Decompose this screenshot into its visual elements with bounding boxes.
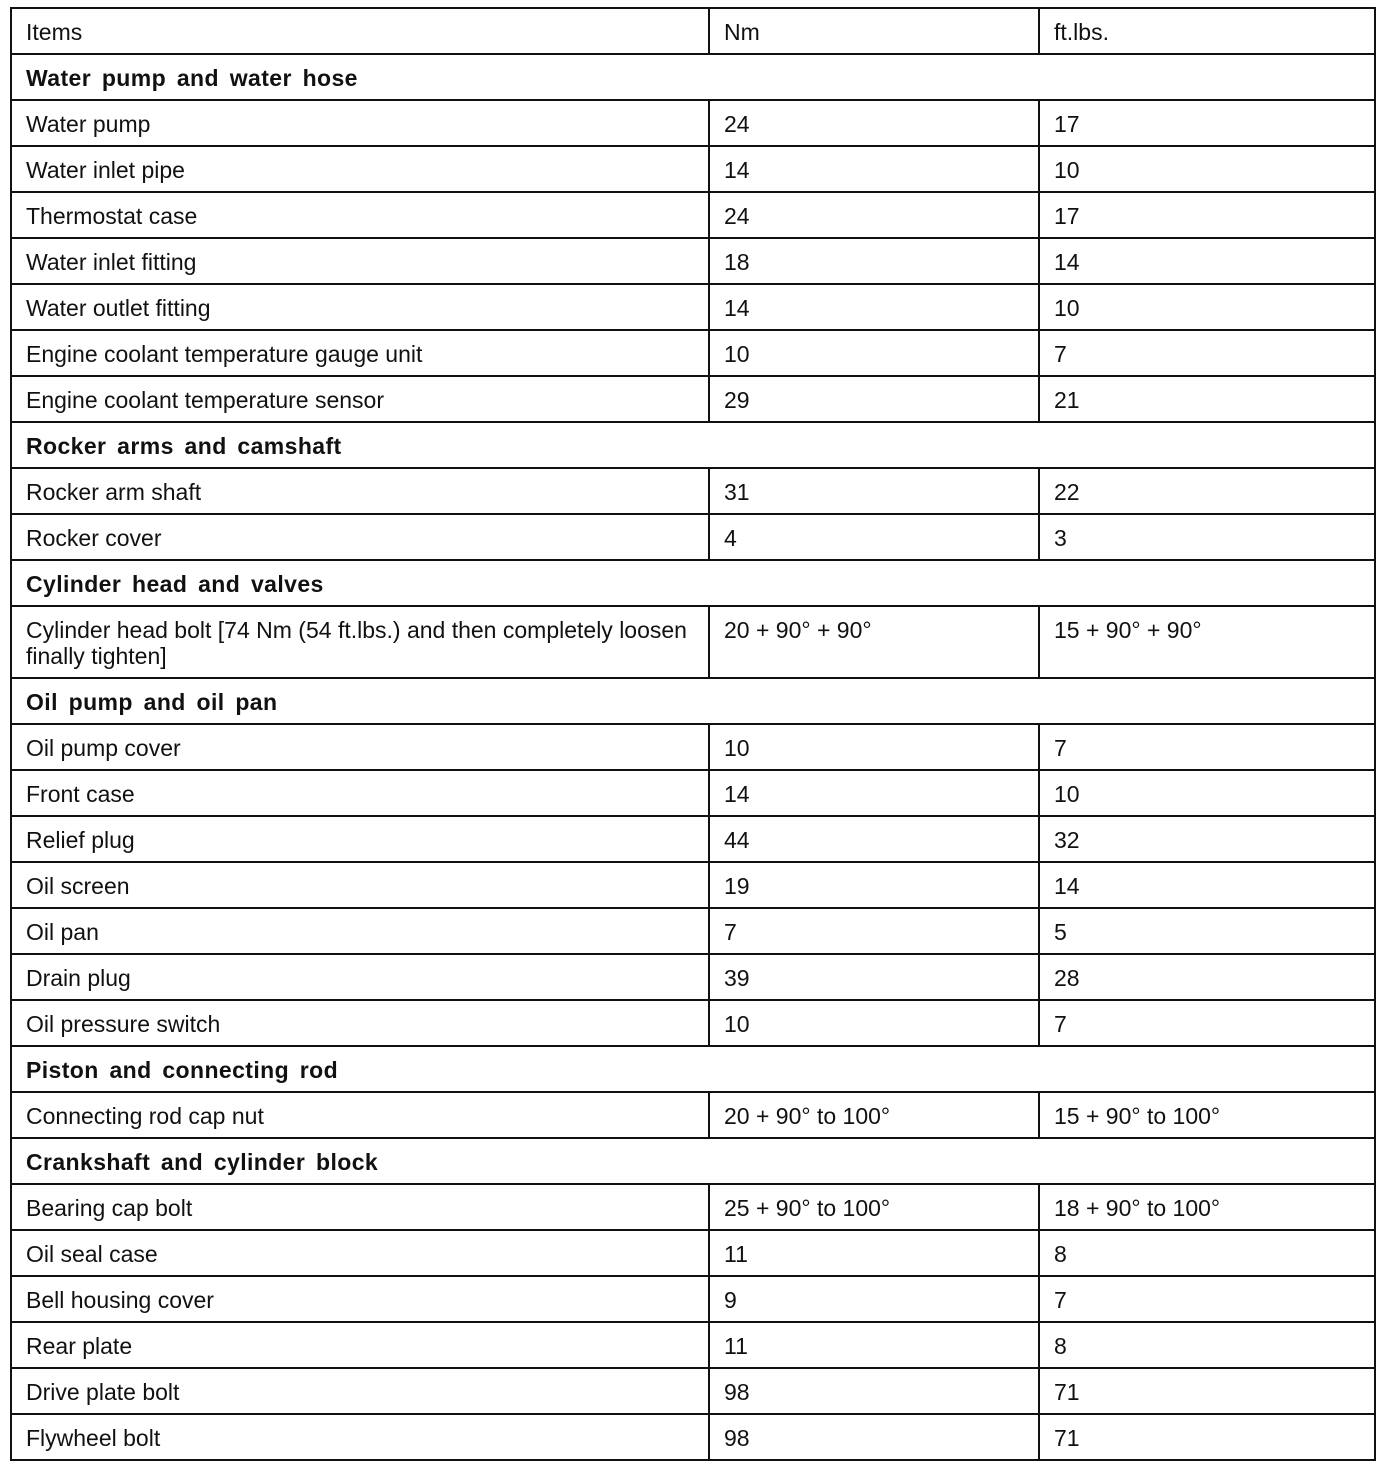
table-row <box>11 606 1375 678</box>
table-row <box>11 1322 1375 1368</box>
nm-cell: 39 <box>709 954 1039 1000</box>
item-cell: Water outlet fitting <box>11 284 709 330</box>
nm-cell: 10 <box>709 1000 1039 1046</box>
table-row <box>11 284 1375 330</box>
item-cell: Rear plate <box>11 1322 709 1368</box>
ftlbs-cell: 15 + 90° + 90° <box>1039 606 1375 678</box>
section-header-row <box>11 678 1375 724</box>
table-row <box>11 954 1375 1000</box>
ftlbs-cell: 10 <box>1039 146 1375 192</box>
nm-cell: 98 <box>709 1414 1039 1460</box>
section-header-row <box>11 1046 1375 1092</box>
table-row <box>11 862 1375 908</box>
nm-cell: 10 <box>709 330 1039 376</box>
nm-cell: 98 <box>709 1368 1039 1414</box>
nm-cell: 14 <box>709 146 1039 192</box>
item-cell: Oil screen <box>11 862 709 908</box>
table-row <box>11 192 1375 238</box>
item-cell: Connecting rod cap nut <box>11 1092 709 1138</box>
header-nm: Nm <box>709 8 1039 54</box>
section-title: Crankshaft and cylinder block <box>11 1138 1375 1184</box>
table-row <box>11 146 1375 192</box>
section-title: Piston and connecting rod <box>11 1046 1375 1092</box>
nm-cell: 18 <box>709 238 1039 284</box>
nm-cell: 9 <box>709 1276 1039 1322</box>
nm-cell: 7 <box>709 908 1039 954</box>
table-row <box>11 770 1375 816</box>
item-cell: Water inlet pipe <box>11 146 709 192</box>
item-cell: Oil seal case <box>11 1230 709 1276</box>
ftlbs-cell: 3 <box>1039 514 1375 560</box>
table-row <box>11 376 1375 422</box>
ftlbs-cell: 8 <box>1039 1322 1375 1368</box>
torque-spec-sheet <box>10 7 1374 1461</box>
section-title: Rocker arms and camshaft <box>11 422 1375 468</box>
section-header-row <box>11 560 1375 606</box>
nm-cell: 31 <box>709 468 1039 514</box>
nm-cell: 20 + 90° to 100° <box>709 1092 1039 1138</box>
section-title: Water pump and water hose <box>11 54 1375 100</box>
table-row <box>11 1276 1375 1322</box>
ftlbs-cell: 21 <box>1039 376 1375 422</box>
table-row <box>11 908 1375 954</box>
item-cell: Drain plug <box>11 954 709 1000</box>
header-row <box>11 8 1375 54</box>
ftlbs-cell: 10 <box>1039 284 1375 330</box>
table-row <box>11 1414 1375 1460</box>
ftlbs-cell: 7 <box>1039 724 1375 770</box>
item-cell: Flywheel bolt <box>11 1414 709 1460</box>
table-row <box>11 724 1375 770</box>
nm-cell: 11 <box>709 1230 1039 1276</box>
nm-cell: 11 <box>709 1322 1039 1368</box>
ftlbs-cell: 71 <box>1039 1414 1375 1460</box>
ftlbs-cell: 7 <box>1039 1276 1375 1322</box>
table-row <box>11 514 1375 560</box>
nm-cell: 25 + 90° to 100° <box>709 1184 1039 1230</box>
nm-cell: 14 <box>709 770 1039 816</box>
item-cell: Oil pan <box>11 908 709 954</box>
table-row <box>11 1000 1375 1046</box>
item-cell: Water pump <box>11 100 709 146</box>
torque-spec-table <box>10 7 1376 1461</box>
section-header-row <box>11 54 1375 100</box>
item-cell: Engine coolant temperature gauge unit <box>11 330 709 376</box>
section-header-row <box>11 422 1375 468</box>
ftlbs-cell: 8 <box>1039 1230 1375 1276</box>
table-row <box>11 100 1375 146</box>
item-cell: Engine coolant temperature sensor <box>11 376 709 422</box>
ftlbs-cell: 71 <box>1039 1368 1375 1414</box>
ftlbs-cell: 17 <box>1039 192 1375 238</box>
ftlbs-cell: 7 <box>1039 330 1375 376</box>
nm-cell: 24 <box>709 192 1039 238</box>
section-title: Oil pump and oil pan <box>11 678 1375 724</box>
nm-cell: 20 + 90° + 90° <box>709 606 1039 678</box>
item-cell: Bell housing cover <box>11 1276 709 1322</box>
nm-cell: 44 <box>709 816 1039 862</box>
section-header-row <box>11 1138 1375 1184</box>
table-row <box>11 1368 1375 1414</box>
nm-cell: 29 <box>709 376 1039 422</box>
ftlbs-cell: 32 <box>1039 816 1375 862</box>
item-cell: Rocker cover <box>11 514 709 560</box>
header-items: Items <box>11 8 709 54</box>
item-cell: Relief plug <box>11 816 709 862</box>
table-body <box>11 54 1375 1460</box>
item-cell: Water inlet fitting <box>11 238 709 284</box>
table-row <box>11 330 1375 376</box>
ftlbs-cell: 14 <box>1039 862 1375 908</box>
item-cell: Thermostat case <box>11 192 709 238</box>
ftlbs-cell: 17 <box>1039 100 1375 146</box>
item-cell: Rocker arm shaft <box>11 468 709 514</box>
table-row <box>11 816 1375 862</box>
table-row <box>11 238 1375 284</box>
nm-cell: 14 <box>709 284 1039 330</box>
table-row <box>11 468 1375 514</box>
table-row <box>11 1092 1375 1138</box>
ftlbs-cell: 22 <box>1039 468 1375 514</box>
item-cell: Front case <box>11 770 709 816</box>
ftlbs-cell: 15 + 90° to 100° <box>1039 1092 1375 1138</box>
nm-cell: 4 <box>709 514 1039 560</box>
nm-cell: 19 <box>709 862 1039 908</box>
ftlbs-cell: 14 <box>1039 238 1375 284</box>
item-cell: Bearing cap bolt <box>11 1184 709 1230</box>
header-ftlbs: ft.lbs. <box>1039 8 1375 54</box>
item-cell: Cylinder head bolt [74 Nm (54 ft.lbs.) and then completely loosen finally tighten] <box>11 606 709 678</box>
ftlbs-cell: 28 <box>1039 954 1375 1000</box>
item-cell: Oil pressure switch <box>11 1000 709 1046</box>
ftlbs-cell: 18 + 90° to 100° <box>1039 1184 1375 1230</box>
ftlbs-cell: 5 <box>1039 908 1375 954</box>
table-row <box>11 1230 1375 1276</box>
nm-cell: 10 <box>709 724 1039 770</box>
table-row <box>11 1184 1375 1230</box>
section-title: Cylinder head and valves <box>11 560 1375 606</box>
item-cell: Drive plate bolt <box>11 1368 709 1414</box>
item-cell: Oil pump cover <box>11 724 709 770</box>
ftlbs-cell: 10 <box>1039 770 1375 816</box>
nm-cell: 24 <box>709 100 1039 146</box>
ftlbs-cell: 7 <box>1039 1000 1375 1046</box>
